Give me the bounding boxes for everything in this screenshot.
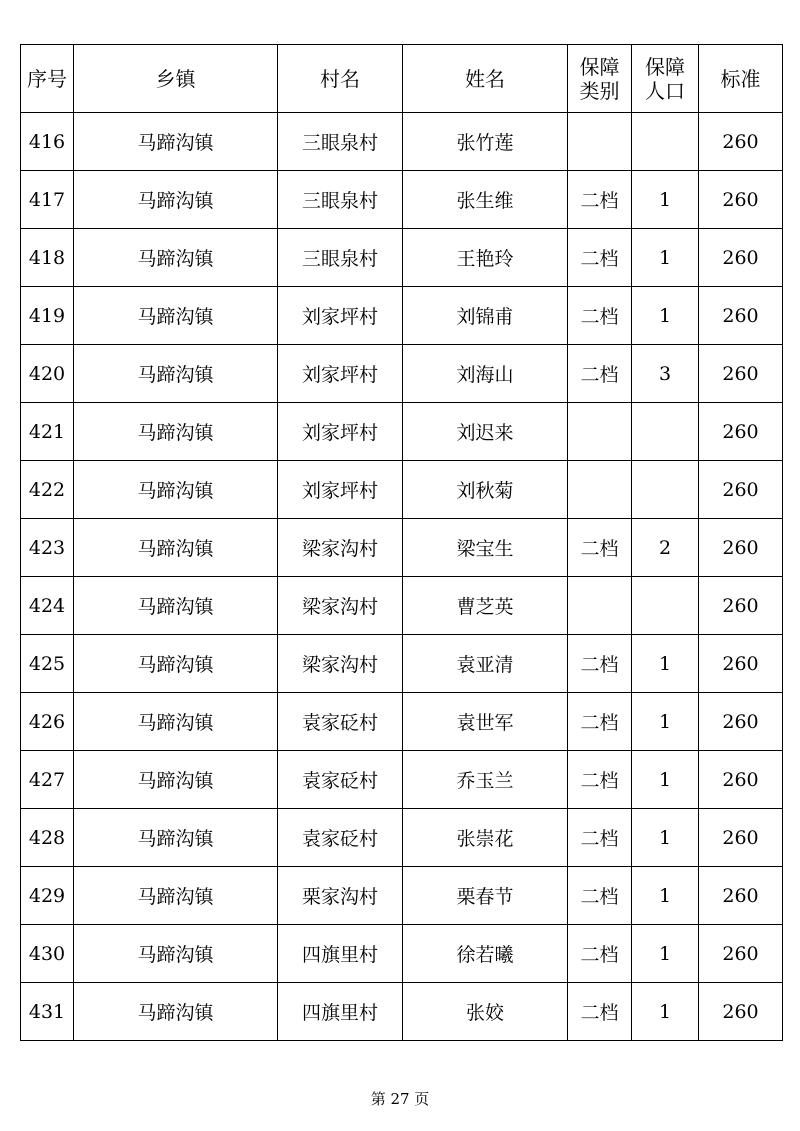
cell-name: 梁宝生	[403, 519, 568, 577]
cell-seq: 417	[21, 171, 74, 229]
cell-category: 二档	[568, 867, 632, 925]
cell-name: 张生维	[403, 171, 568, 229]
cell-population: 1	[632, 983, 699, 1041]
cell-population	[632, 577, 699, 635]
cell-population: 1	[632, 229, 699, 287]
cell-village: 四旗里村	[278, 983, 403, 1041]
cell-name: 乔玉兰	[403, 751, 568, 809]
cell-township: 马蹄沟镇	[74, 403, 278, 461]
header-category-line2: 类别	[579, 78, 620, 103]
header-population-line2: 人口	[645, 78, 685, 103]
cell-village: 刘家坪村	[278, 287, 403, 345]
cell-category: 二档	[568, 983, 632, 1041]
cell-category: 二档	[568, 519, 632, 577]
cell-standard: 260	[699, 809, 783, 867]
cell-standard: 260	[699, 345, 783, 403]
table-row	[21, 983, 783, 1041]
cell-population: 3	[632, 345, 699, 403]
header-population-line1: 保障	[645, 54, 685, 79]
cell-category: 二档	[568, 171, 632, 229]
cell-village: 三眼泉村	[278, 171, 403, 229]
cell-standard: 260	[699, 229, 783, 287]
cell-seq: 431	[21, 983, 74, 1041]
cell-standard: 260	[699, 983, 783, 1041]
cell-population	[632, 461, 699, 519]
cell-village: 梁家沟村	[278, 635, 403, 693]
cell-category: 二档	[568, 287, 632, 345]
cell-standard: 260	[699, 403, 783, 461]
cell-seq: 426	[21, 693, 74, 751]
cell-population: 1	[632, 809, 699, 867]
cell-seq: 419	[21, 287, 74, 345]
cell-population: 1	[632, 635, 699, 693]
table-row	[21, 577, 783, 635]
header-seq: 序号	[21, 45, 74, 113]
cell-village: 梁家沟村	[278, 577, 403, 635]
cell-category	[568, 461, 632, 519]
cell-population: 1	[632, 925, 699, 983]
cell-township: 马蹄沟镇	[74, 287, 278, 345]
cell-village: 袁家砭村	[278, 809, 403, 867]
cell-seq: 424	[21, 577, 74, 635]
cell-township: 马蹄沟镇	[74, 113, 278, 171]
cell-population: 1	[632, 867, 699, 925]
cell-seq: 418	[21, 229, 74, 287]
table-header-row	[21, 45, 783, 113]
cell-population	[632, 403, 699, 461]
cell-township: 马蹄沟镇	[74, 461, 278, 519]
cell-village: 栗家沟村	[278, 867, 403, 925]
cell-standard: 260	[699, 867, 783, 925]
cell-population: 2	[632, 519, 699, 577]
cell-category: 二档	[568, 693, 632, 751]
cell-standard: 260	[699, 925, 783, 983]
cell-standard: 260	[699, 635, 783, 693]
cell-category	[568, 577, 632, 635]
cell-township: 马蹄沟镇	[74, 983, 278, 1041]
cell-standard: 260	[699, 693, 783, 751]
cell-population: 1	[632, 693, 699, 751]
cell-name: 王艳玲	[403, 229, 568, 287]
cell-seq: 423	[21, 519, 74, 577]
cell-category	[568, 113, 632, 171]
cell-seq: 429	[21, 867, 74, 925]
cell-name: 刘锦甫	[403, 287, 568, 345]
cell-seq: 430	[21, 925, 74, 983]
cell-village: 刘家坪村	[278, 461, 403, 519]
cell-village: 袁家砭村	[278, 751, 403, 809]
page-number: 第 27 页	[370, 1090, 430, 1108]
header-population	[632, 45, 699, 113]
cell-standard: 260	[699, 461, 783, 519]
cell-village: 刘家坪村	[278, 403, 403, 461]
cell-township: 马蹄沟镇	[74, 345, 278, 403]
cell-township: 马蹄沟镇	[74, 925, 278, 983]
cell-standard: 260	[699, 751, 783, 809]
cell-township: 马蹄沟镇	[74, 693, 278, 751]
cell-name: 张姣	[403, 983, 568, 1041]
cell-name: 袁世军	[403, 693, 568, 751]
cell-population: 1	[632, 751, 699, 809]
cell-village: 三眼泉村	[278, 229, 403, 287]
cell-name: 张竹莲	[403, 113, 568, 171]
cell-seq: 425	[21, 635, 74, 693]
cell-village: 袁家砭村	[278, 693, 403, 751]
table-row	[21, 751, 783, 809]
cell-township: 马蹄沟镇	[74, 751, 278, 809]
cell-name: 刘迟来	[403, 403, 568, 461]
cell-category: 二档	[568, 345, 632, 403]
cell-standard: 260	[699, 171, 783, 229]
cell-name: 徐若曦	[403, 925, 568, 983]
cell-name: 刘海山	[403, 345, 568, 403]
cell-township: 马蹄沟镇	[74, 171, 278, 229]
cell-category: 二档	[568, 809, 632, 867]
cell-name: 张崇花	[403, 809, 568, 867]
header-standard: 标准	[699, 45, 783, 113]
cell-name: 刘秋菊	[403, 461, 568, 519]
cell-population	[632, 113, 699, 171]
cell-seq: 421	[21, 403, 74, 461]
cell-category: 二档	[568, 925, 632, 983]
cell-name: 袁亚清	[403, 635, 568, 693]
cell-standard: 260	[699, 113, 783, 171]
cell-township: 马蹄沟镇	[74, 635, 278, 693]
table-row	[21, 287, 783, 345]
cell-township: 马蹄沟镇	[74, 809, 278, 867]
header-name: 姓名	[403, 45, 568, 113]
cell-township: 马蹄沟镇	[74, 229, 278, 287]
table-body	[21, 113, 783, 1041]
table-row	[21, 171, 783, 229]
table-row	[21, 461, 783, 519]
header-village: 村名	[278, 45, 403, 113]
cell-seq: 420	[21, 345, 74, 403]
cell-village: 梁家沟村	[278, 519, 403, 577]
cell-standard: 260	[699, 519, 783, 577]
beneficiary-table	[20, 44, 783, 1041]
cell-standard: 260	[699, 577, 783, 635]
table-row	[21, 403, 783, 461]
cell-seq: 428	[21, 809, 74, 867]
cell-township: 马蹄沟镇	[74, 519, 278, 577]
table-row	[21, 519, 783, 577]
table-row	[21, 809, 783, 867]
table-row	[21, 693, 783, 751]
cell-name: 栗春节	[403, 867, 568, 925]
cell-village: 刘家坪村	[278, 345, 403, 403]
cell-standard: 260	[699, 287, 783, 345]
header-category-line1: 保障	[579, 54, 620, 79]
table-row	[21, 229, 783, 287]
cell-seq: 416	[21, 113, 74, 171]
cell-category: 二档	[568, 751, 632, 809]
cell-population: 1	[632, 287, 699, 345]
table-row	[21, 635, 783, 693]
cell-village: 三眼泉村	[278, 113, 403, 171]
cell-township: 马蹄沟镇	[74, 867, 278, 925]
header-township: 乡镇	[74, 45, 278, 113]
cell-category: 二档	[568, 229, 632, 287]
table-row	[21, 345, 783, 403]
cell-population: 1	[632, 171, 699, 229]
cell-village: 四旗里村	[278, 925, 403, 983]
cell-seq: 422	[21, 461, 74, 519]
cell-township: 马蹄沟镇	[74, 577, 278, 635]
cell-seq: 427	[21, 751, 74, 809]
table-row	[21, 867, 783, 925]
cell-category	[568, 403, 632, 461]
cell-name: 曹芝英	[403, 577, 568, 635]
table-row	[21, 925, 783, 983]
table-row	[21, 113, 783, 171]
header-category	[568, 45, 632, 113]
cell-category: 二档	[568, 635, 632, 693]
